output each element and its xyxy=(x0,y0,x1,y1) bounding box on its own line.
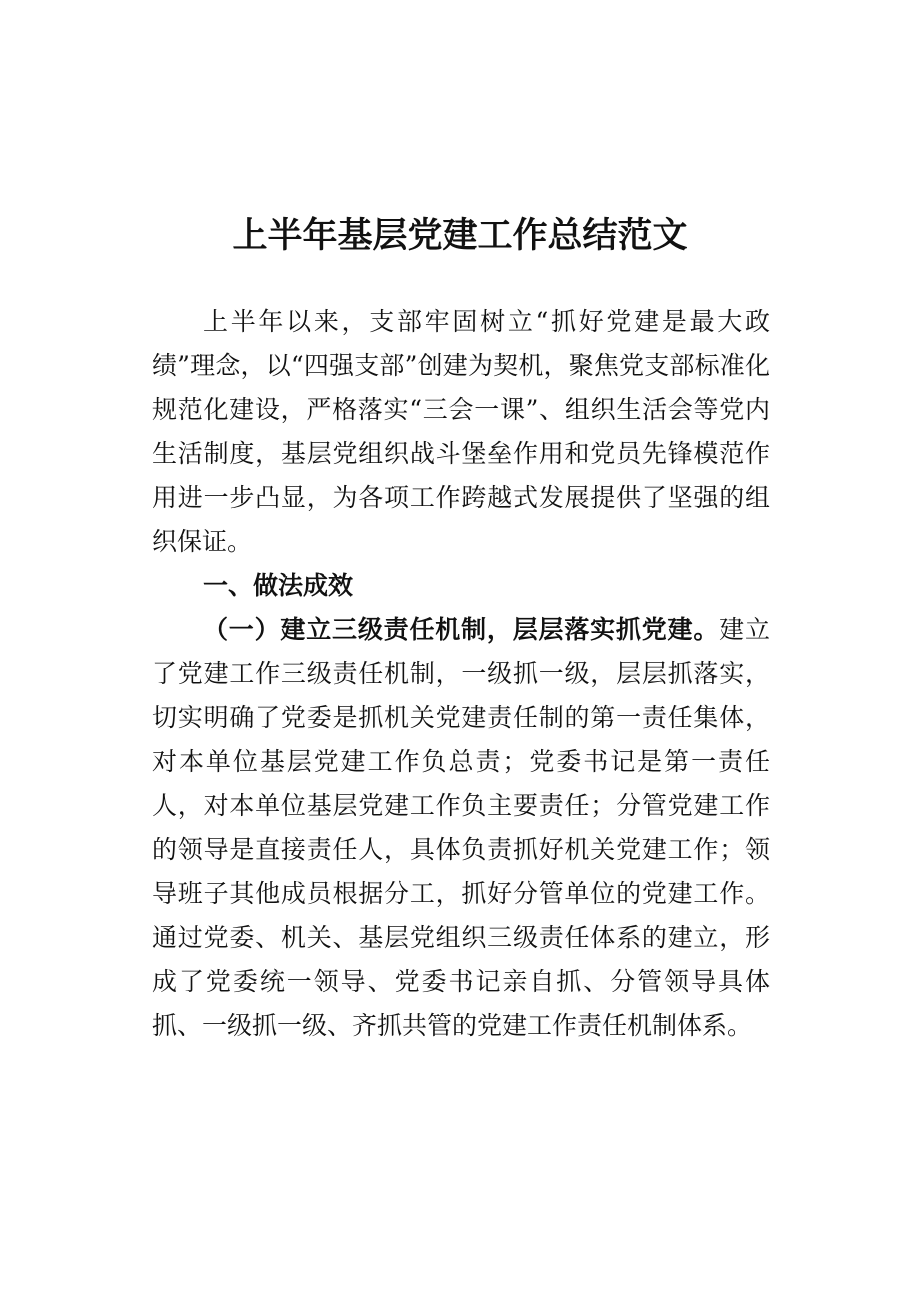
section-heading-1: 一、做法成效 xyxy=(203,571,354,600)
subsection-paragraph-1 xyxy=(152,608,770,1048)
subsection-lead-1: （一）建立三级责任机制，层层落实抓党建。 xyxy=(203,615,720,644)
document-title: 上半年基层党建工作总结范文 xyxy=(232,216,688,256)
intro-paragraph: 上半年以来，支部牢固树立“抓好党建是最大政绩”理念，以“四强支部”创建为契机，聚焦党支部标准化规范化建设，严格落实“三会一课”、组织生活会等党内生活制度，基层党组织战斗堡垒作用和党员先锋模范作用进一步凸显，为各项工作跨越式发展提供了坚强的组织保证。 xyxy=(152,307,770,556)
document-body xyxy=(152,300,770,1048)
subsection-body-1: 建立了党建工作三级责任机制，一级抓一级，层层抓落实，切实明确了党委是抓机关党建责任制的第一责任集体，对本单位基层党建工作负总责；党委书记是第一责任人，对本单位基层党建工作负主要责任；分管党建工作的领导是直接责任人，具体负责抓好机关党建工作；领导班子其他成员根据分工，抓好分管单位的党建工作。通过党委、机关、基层党组织三级责任体系的建立，形成了党委统一领导、党委书记亲自抓、分管领导具体抓、一级抓一级、齐抓共管的党建工作责任机制体系。 xyxy=(152,615,770,1040)
